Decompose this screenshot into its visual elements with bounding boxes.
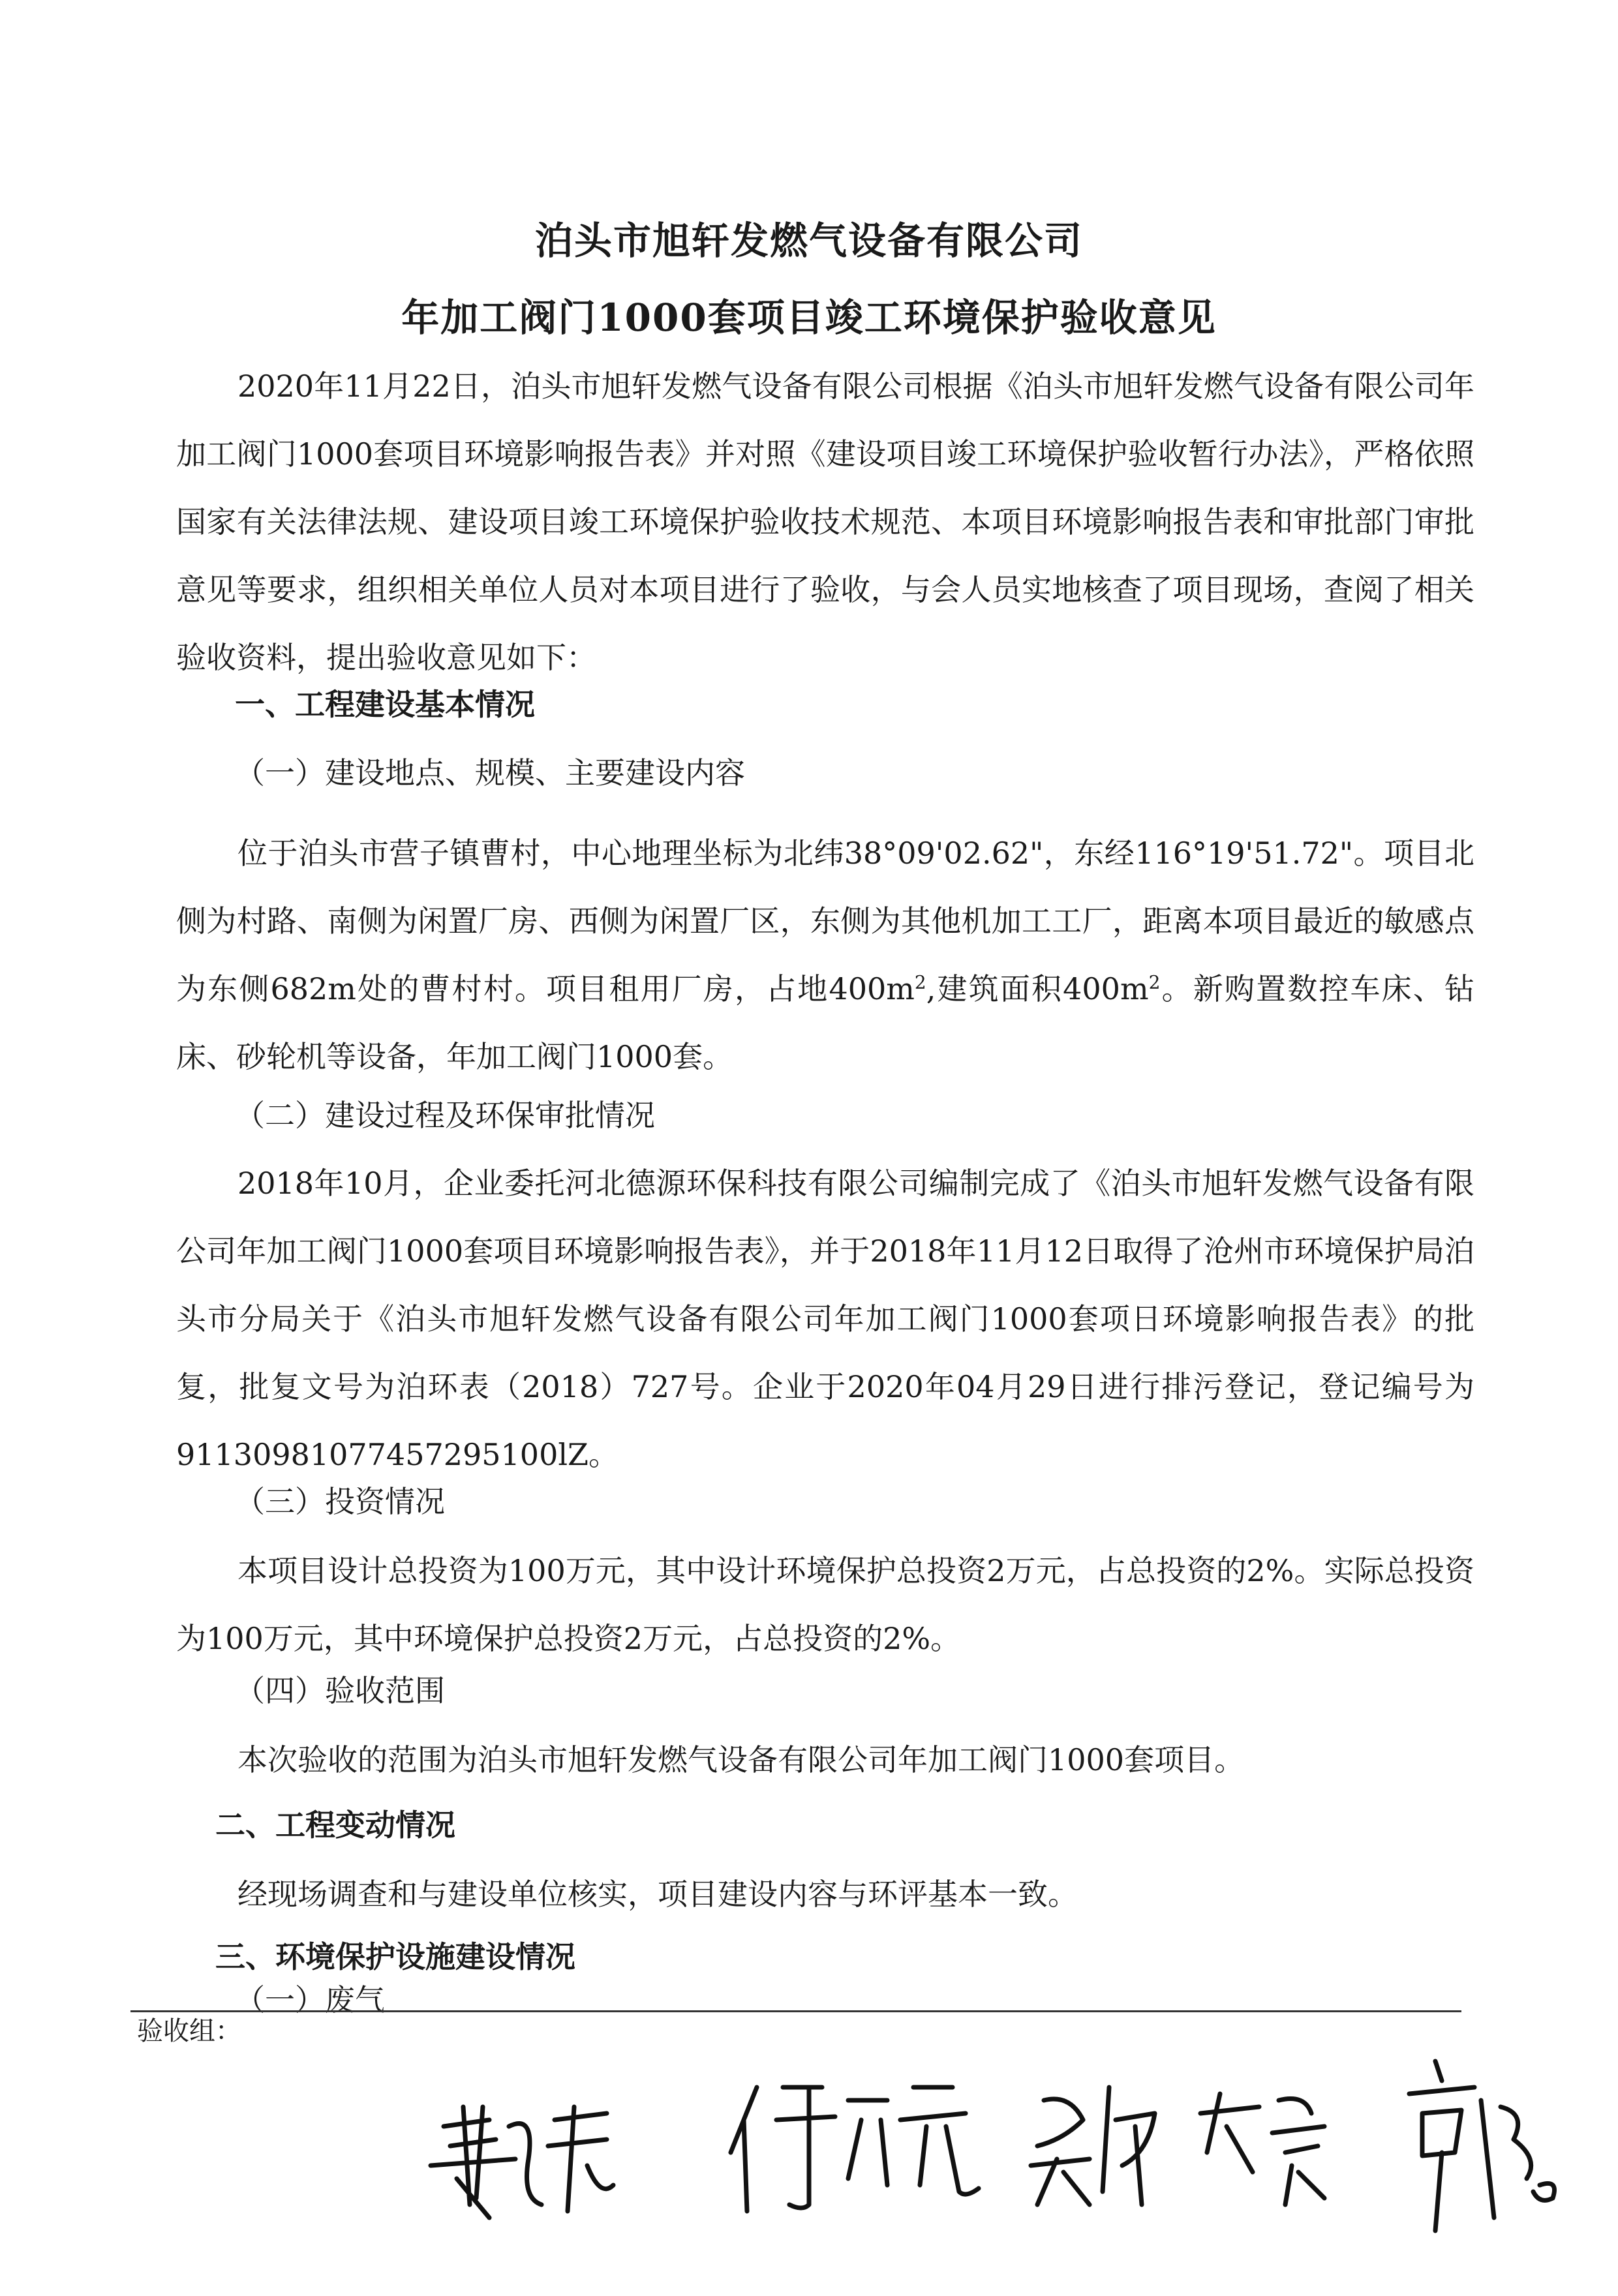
- intro-paragraph: 2020年11月22日，泊头市旭轩发燃气设备有限公司根据《泊头市旭轩发燃气设备有限公司年加工阀门1000套项目环境影响报告表》并对照《建设项目竣工环境保护验收暂行办法》，严格依照国家有关法律法规、建设项目竣工环境保护验收技术规范、本项目环境影响报告表和审批部门审批意见等要求，组织相关单位人员对本项目进行了验收，与会人员实地核查了项目现场，查阅了相关验收资料，提出验收意见如下：: [176, 369, 1474, 675]
- section1-2-heading: （二）建设过程及环保审批情况: [235, 1098, 655, 1133]
- document-title-company: 泊头市旭轩发燃气设备有限公司: [534, 219, 1083, 263]
- section1-1-text-a: 位于泊头市营子镇曹村，中心地理坐标为北纬38°09'02.62"，东经116°19'51.72"。项目北侧为村路、南侧为闲置厂房、西侧为闲置厂区，东侧为其他机加工工厂，距离本项目最近的敏感点为东侧682m处的曹村村。项目租用厂房，占地400m: [176, 836, 1474, 1006]
- signature-4: [1200, 2094, 1324, 2205]
- section1-4-paragraph: 本次验收的范围为泊头市旭轩发燃气设备有限公司年加工阀门1000套项目。: [237, 1742, 1245, 1777]
- signature-3: [1031, 2087, 1155, 2205]
- section3-1-heading: （一）废气: [235, 1982, 385, 2017]
- section1-2-paragraph: 2018年10月，企业委托河北德源环保科技有限公司编制完成了《泊头市旭轩发燃气设备有限公司年加工阀门1000套项目环境影响报告表》，并于2018年11月12日取得了沧州市环境保护局泊头市分局关于《泊头市旭轩发燃气设备有限公司年加工阀门1000套项日环境影响报告表》的批复，批复文号为泊环表（2018）727号。企业于2020年04月29日进行排污登记，登记编号为91130981077457295100lZ。: [176, 1166, 1474, 1472]
- signature-5: [1409, 2061, 1555, 2231]
- section1-heading: 一、工程建设基本情况: [235, 687, 535, 722]
- handwritten-signatures: [391, 2048, 1566, 2244]
- section1-1-text-b: ,建筑面积400m: [926, 971, 1149, 1006]
- signature-1: [431, 2107, 613, 2218]
- footer-divider: [130, 2010, 1461, 2012]
- section2-heading: 二、工程变动情况: [215, 1807, 455, 1843]
- section1-1-paragraph: [176, 819, 1474, 1091]
- acceptance-group-label: 验收组：: [137, 2016, 241, 2046]
- document-title-main: 年加工阀门1000套项目竣工环境保护验收意见: [401, 295, 1217, 340]
- section1-4-heading: （四）验收范围: [235, 1673, 445, 1708]
- section2-paragraph: 经现场调查和与建设单位核实，项目建设内容与环评基本一致。: [237, 1877, 1078, 1912]
- section1-1-text-c: 。新购置数控车床、钻床、砂轮机等设备，年加工阀门1000套。: [176, 971, 1474, 1074]
- superscript-2: 2: [914, 971, 926, 993]
- superscript-2: 2: [1148, 971, 1161, 993]
- section3-heading: 三、环境保护设施建设情况: [215, 1939, 575, 1974]
- section1-1-heading: （一）建设地点、规模、主要建设内容: [235, 755, 745, 791]
- section1-3-heading: （三）投资情况: [235, 1484, 445, 1519]
- section1-3-paragraph: 本项目设计总投资为100万元，其中设计环境保护总投资2万元，占总投资的2%。实际总投资为100万元，其中环境保护总投资2万元，占总投资的2%。: [176, 1553, 1474, 1656]
- signature-2: [731, 2087, 979, 2211]
